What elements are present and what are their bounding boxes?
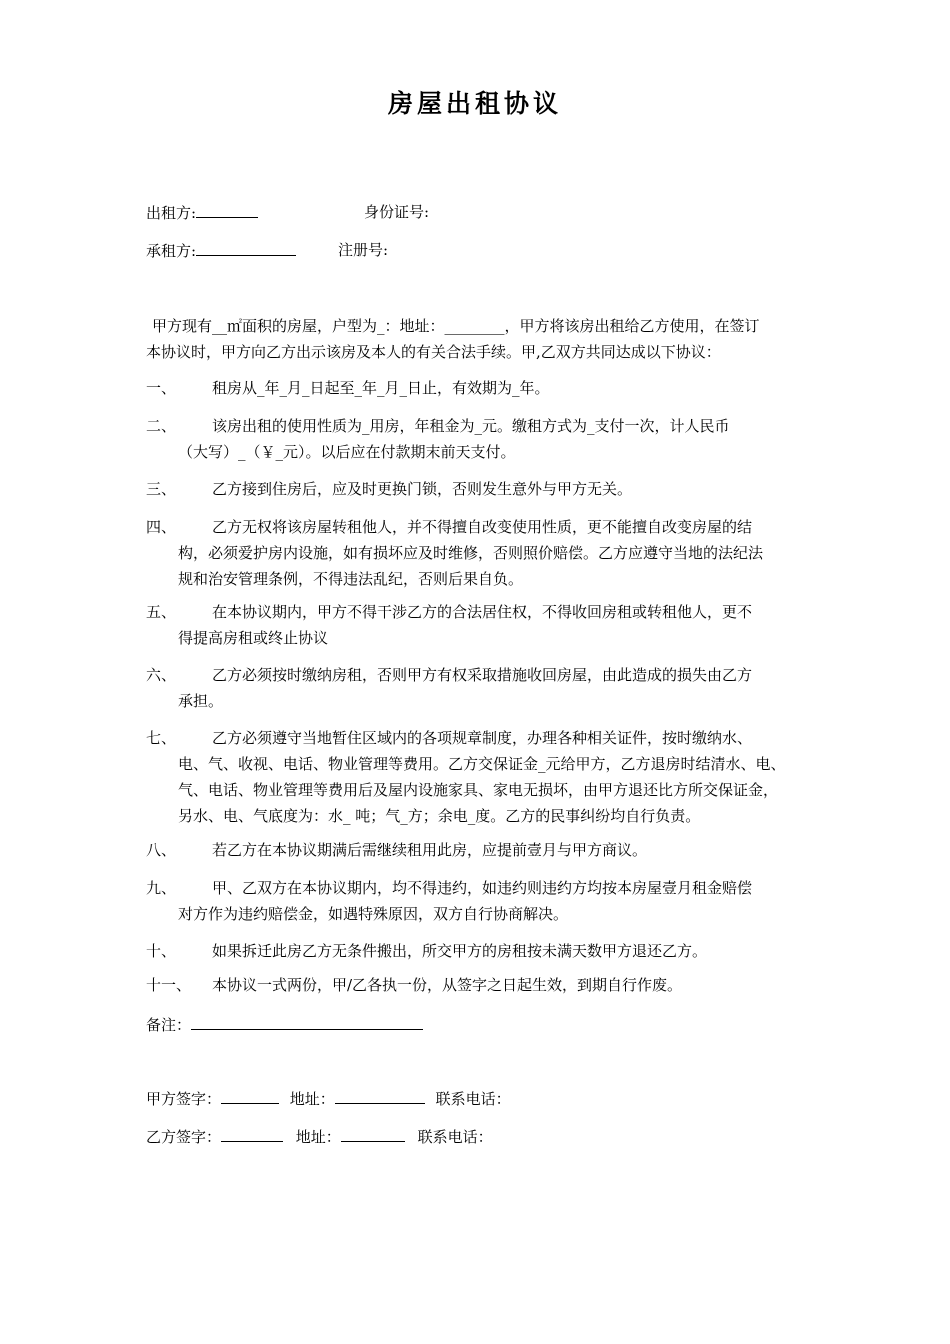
lessor-blank[interactable] [196, 202, 258, 218]
clause-3-line-1: 乙方接到住房后，应及时更换门锁，否则发生意外与甲方无关。 [212, 480, 633, 498]
clause-6 [178, 662, 818, 714]
clause-1-line-1: 租房从_年_月_日起至_年_月_日止，有效期为_年。 [212, 379, 550, 397]
party-b-sign-blank[interactable] [221, 1126, 283, 1142]
intro-line-2: 本协议时，甲方向乙方出示该房及本人的有关合法手续。甲,乙双方共同达成以下协议： [146, 343, 721, 361]
party-a-addr-blank[interactable] [335, 1088, 425, 1104]
clause-6-number: 六、 [146, 666, 177, 684]
party-a-sign-label: 甲方签字： [146, 1090, 222, 1108]
clause-7-line-2: 电、气、收视、电话、物业管理等费用。乙方交保证金_元给甲方，乙方退房时结清水、电、 [178, 755, 786, 773]
clause-2 [178, 413, 818, 465]
lessee-blank[interactable] [196, 240, 296, 256]
party-b-addr-label: 地址： [295, 1128, 341, 1146]
clause-6-line-1: 乙方必须按时缴纳房租，否则甲方有权采取措施收回房屋，由此造成的损失由乙方 [212, 666, 753, 684]
clause-5 [178, 599, 818, 651]
clause-4-line-2: 构，必须爱护房内设施，如有损坏应及时维修，否则照价赔偿。乙方应遵守当地的法纪法 [178, 544, 764, 562]
clause-10-line-1: 如果拆迁此房乙方无条件搬出，所交甲方的房租按未满天数甲方退还乙方。 [212, 942, 708, 960]
remark-row [146, 1014, 423, 1035]
party-b-addr-blank[interactable] [341, 1126, 405, 1142]
clause-7 [178, 725, 818, 829]
clause-9 [178, 875, 818, 927]
clause-8 [178, 837, 818, 863]
reg-row [338, 240, 388, 260]
reg-label: 注册号: [338, 241, 389, 259]
remark-blank[interactable] [191, 1014, 423, 1030]
clause-5-line-1: 在本协议期内，甲方不得干涉乙方的合法居住权，不得收回房租或转租他人，更不 [212, 603, 753, 621]
signature-row-a [146, 1088, 511, 1109]
clause-3 [178, 476, 818, 502]
lessee-row [146, 240, 296, 261]
intro-line-1: 甲方现有__㎡面积的房屋，户型为_：地址：________，甲方将该房出租给乙方使用，在签订 [152, 317, 760, 335]
intro-paragraph [146, 313, 816, 365]
clause-9-line-2: 对方作为违约赔偿金，如遇特殊原因，双方自行协商解决。 [178, 905, 569, 923]
clause-11 [178, 972, 818, 998]
lessee-label: 承租方: [146, 242, 197, 260]
party-a-sign-blank[interactable] [221, 1088, 279, 1104]
clause-10-number: 十、 [146, 942, 177, 960]
clause-2-number: 二、 [146, 417, 177, 435]
clause-11-number: 十一、 [146, 976, 192, 994]
clause-1 [178, 375, 818, 401]
clause-6-line-2: 承担。 [178, 692, 224, 710]
clause-7-line-4: 另水、电、气底度为：水_ 吨；气_方；余电_度。乙方的民事纠纷均自行负责。 [178, 807, 701, 825]
clause-7-line-3: 气、电话、物业管理等费用后及屋内设施家具、家电无损坏，由甲方退还比方所交保证金， [178, 781, 779, 799]
lessor-row [146, 202, 258, 223]
clause-8-number: 八、 [146, 841, 177, 859]
id-row [364, 202, 429, 222]
party-b-sign-label: 乙方签字： [146, 1128, 222, 1146]
clause-7-line-1: 乙方必须遵守当地暂住区域内的各项规章制度，办理各种相关证件，按时缴纳水、 [212, 729, 753, 747]
clause-9-number: 九、 [146, 879, 177, 897]
clause-3-number: 三、 [146, 480, 177, 498]
clause-8-line-1: 若乙方在本协议期满后需继续租用此房，应提前壹月与甲方商议。 [212, 841, 648, 859]
clause-5-line-2: 得提高房租或终止协议 [178, 629, 329, 647]
clause-4-number: 四、 [146, 518, 177, 536]
clause-9-line-1: 甲、乙双方在本协议期内，均不得违约，如违约则违约方均按本房屋壹月租金赔偿 [212, 879, 753, 897]
clause-2-line-1: 该房出租的使用性质为_用房，年租金为_元。缴租方式为_支付一次，计人民币 [212, 417, 730, 435]
clause-7-number: 七、 [146, 729, 177, 747]
party-b-phone-label: 联系电话： [417, 1128, 493, 1146]
clause-5-number: 五、 [146, 603, 177, 621]
clause-1-number: 一、 [146, 379, 177, 397]
party-a-addr-label: 地址： [289, 1090, 335, 1108]
clause-10 [178, 938, 818, 964]
id-label: 身份证号: [364, 203, 430, 221]
clause-4-line-3: 规和治安管理条例，不得违法乱纪，否则后果自负。 [178, 570, 524, 588]
signature-row-b [146, 1126, 493, 1147]
clause-4-line-1: 乙方无权将该房屋转租他人，并不得擅自改变使用性质，更不能擅自改变房屋的结 [212, 518, 753, 536]
clause-11-line-1: 本协议一式两份，甲/乙各执一份，从签字之日起生效，到期自行作废。 [212, 976, 683, 994]
party-a-phone-label: 联系电话： [435, 1090, 511, 1108]
remark-label: 备注： [146, 1016, 192, 1034]
page-title: 房屋出租协议 [387, 89, 562, 118]
clause-4 [178, 514, 818, 592]
clause-2-line-2: （大写）_（￥_元）。以后应在付款期末前天支付。 [178, 443, 516, 461]
lessor-label: 出租方: [146, 204, 197, 222]
